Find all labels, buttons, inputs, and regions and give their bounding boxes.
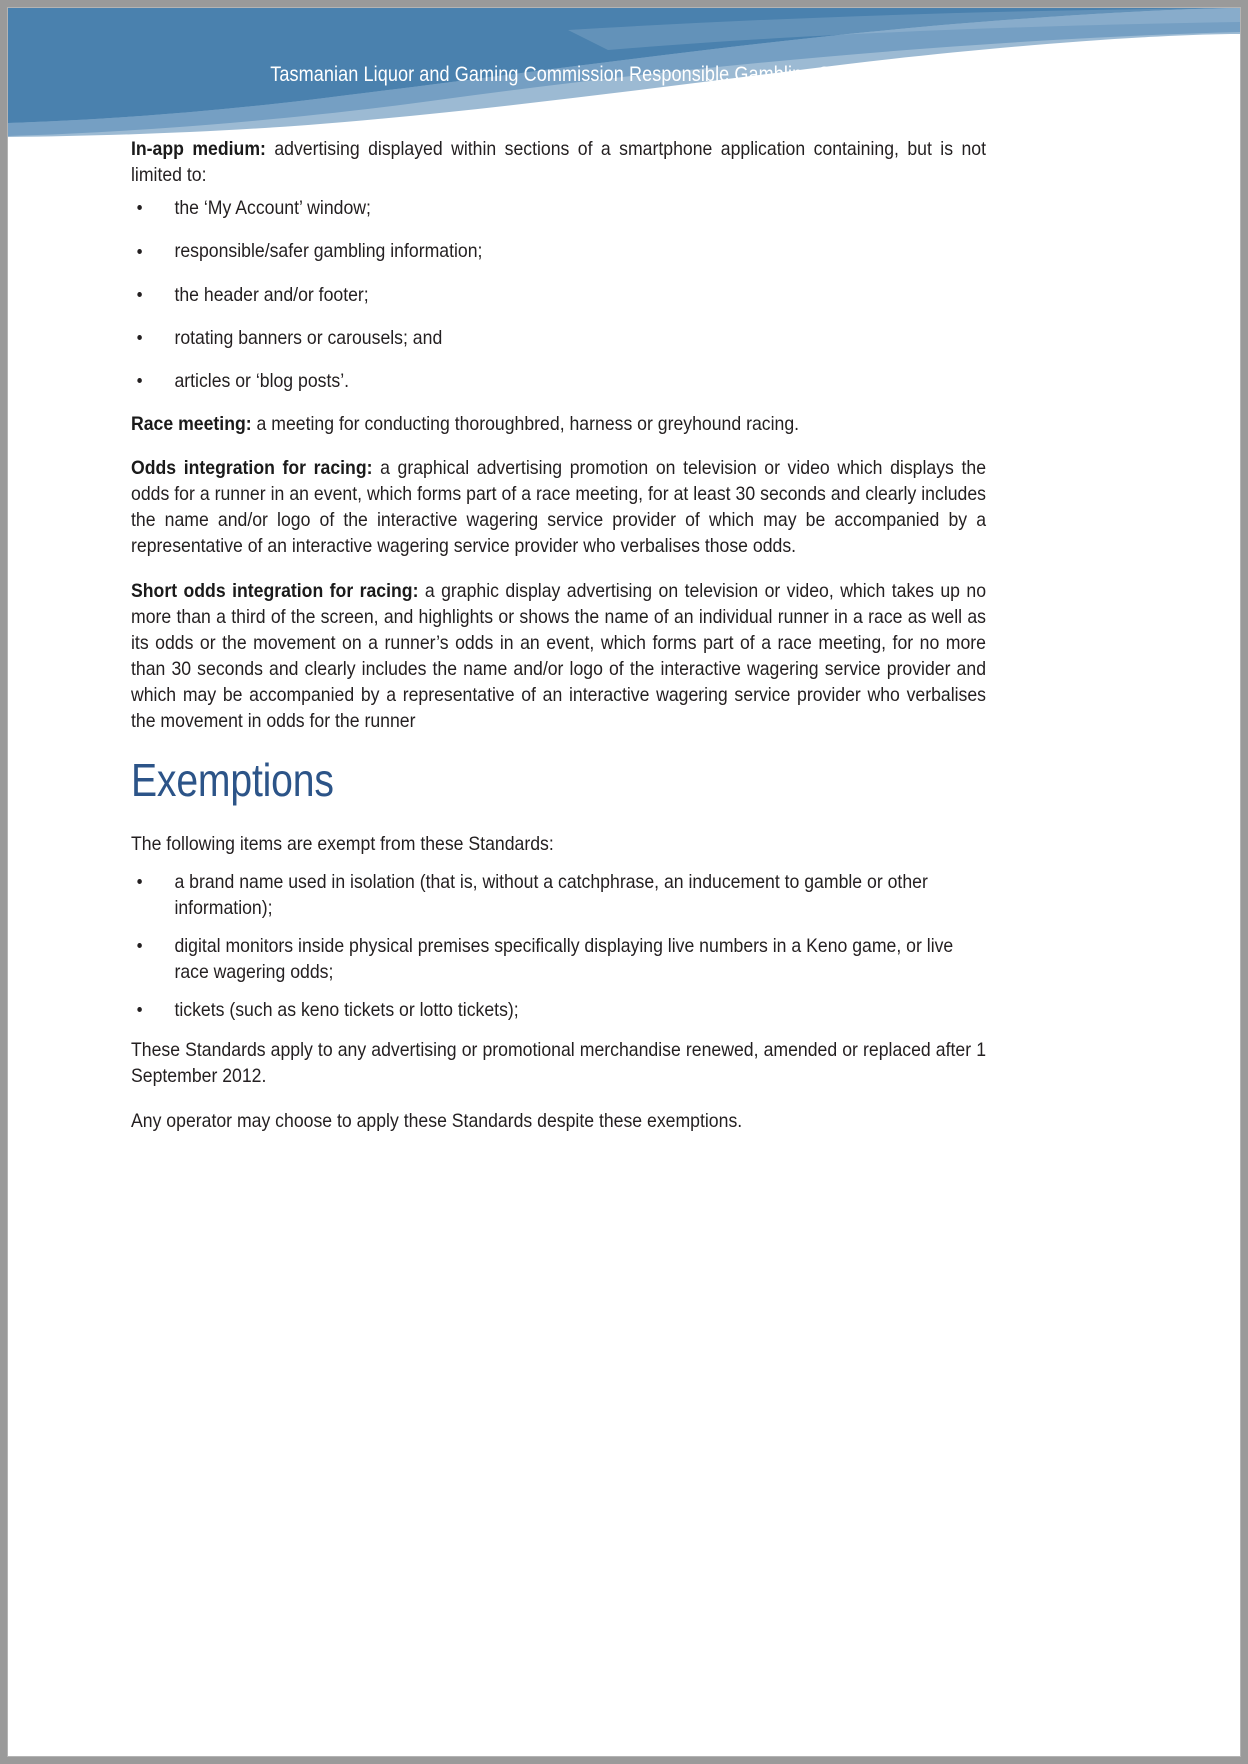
document-page [8, 8, 1240, 1756]
term-text-odds-integration: a graphical advertising promotion on television or video which displays the odds for a runner in an event, which forms part of a race meeting, for at least 30 seconds and clearly includes the name and/or logo of the interactive wagering service provider of which may be accompanied by a representative of an interactive wagering service provider who verbalises those odds. [131, 457, 987, 558]
bullet-dot-icon [137, 335, 142, 340]
term-text-short-odds-integration: a graphic display advertising on television or video, which takes up no more than a third of the screen, and highlights or shows the name of an individual runner in a race as well as its odds or the movement on a runner’s odds in an event, which forms part of a race meeting, for no more than 30 seconds and clearly includes the name and/or logo of the interactive wagering service provider and which may be accompanied by a representative of an interactive wagering service provider who verbalises the movement in odds for the runner [131, 579, 987, 733]
exemptions-closing-paragraph-2: Any operator may choose to apply these Standards despite these exemptions. [131, 1109, 743, 1132]
list-item [131, 325, 986, 351]
list-item-text: digital monitors inside physical premises specifically displaying live numbers in a Keno game, or live race wagering odds; [174, 934, 954, 984]
exemptions-closing-paragraph-1: These Standards apply to any advertising or promotional merchandise renewed, amended or replaced after 1 September 2012. [131, 1039, 987, 1088]
definition-odds-integration-for-racing [131, 455, 986, 560]
list-item [131, 238, 986, 264]
definition-in-app-medium [131, 136, 986, 188]
list-item [131, 869, 986, 921]
list-item-text: responsible/safer gambling information; [174, 240, 483, 263]
bullet-dot-icon [137, 1007, 142, 1012]
bullet-dot-icon [137, 378, 142, 383]
list-item [131, 933, 986, 985]
document-body [131, 136, 986, 1146]
list-item [131, 997, 986, 1023]
list-item [131, 368, 986, 394]
bullet-dot-icon [137, 879, 142, 884]
definition-race-meeting [131, 411, 986, 437]
term-label-in-app-medium: In-app medium: [131, 138, 266, 160]
page-header-banner [8, 8, 1240, 140]
term-text-race-meeting: a meeting for conducting thoroughbred, harness or greyhound racing. [251, 412, 800, 435]
term-label-odds-integration: Odds integration for racing: [131, 457, 373, 479]
term-text-in-app-medium: advertising displayed within sections of a smartphone application containing, but is not limited to: [131, 138, 987, 187]
exemptions-lead-text: The following items are exempt from these Standards: [131, 832, 554, 855]
bullet-dot-icon [137, 943, 142, 948]
list-item-text: articles or ‘blog posts’. [174, 369, 350, 392]
bullet-dot-icon [137, 249, 142, 254]
list-item-text: the header and/or footer; [174, 283, 369, 306]
list-item-text: tickets (such as keno tickets or lotto tickets); [174, 999, 519, 1022]
in-app-medium-bullet-list [131, 195, 986, 394]
list-item-text: a brand name used in isolation (that is, without a catchphrase, an inducement to gamble or other information); [174, 870, 928, 919]
bullet-dot-icon [137, 292, 142, 297]
term-label-short-odds-integration: Short odds integration for racing: [131, 579, 419, 602]
list-item-text: the ‘My Account’ window; [174, 197, 371, 220]
list-item [131, 282, 986, 308]
section-heading-exemptions: Exemptions [131, 754, 334, 807]
term-label-race-meeting: Race meeting: [131, 412, 252, 435]
page-header-title: Tasmanian Liquor and Gaming Commission Responsible Gambling Code of Practice 20 [270, 63, 978, 86]
exemptions-bullet-list [131, 869, 986, 1024]
definition-short-odds-integration-for-racing [131, 578, 986, 735]
list-item [131, 195, 986, 221]
bullet-dot-icon [137, 205, 142, 210]
list-item-text: rotating banners or carousels; and [174, 326, 443, 349]
